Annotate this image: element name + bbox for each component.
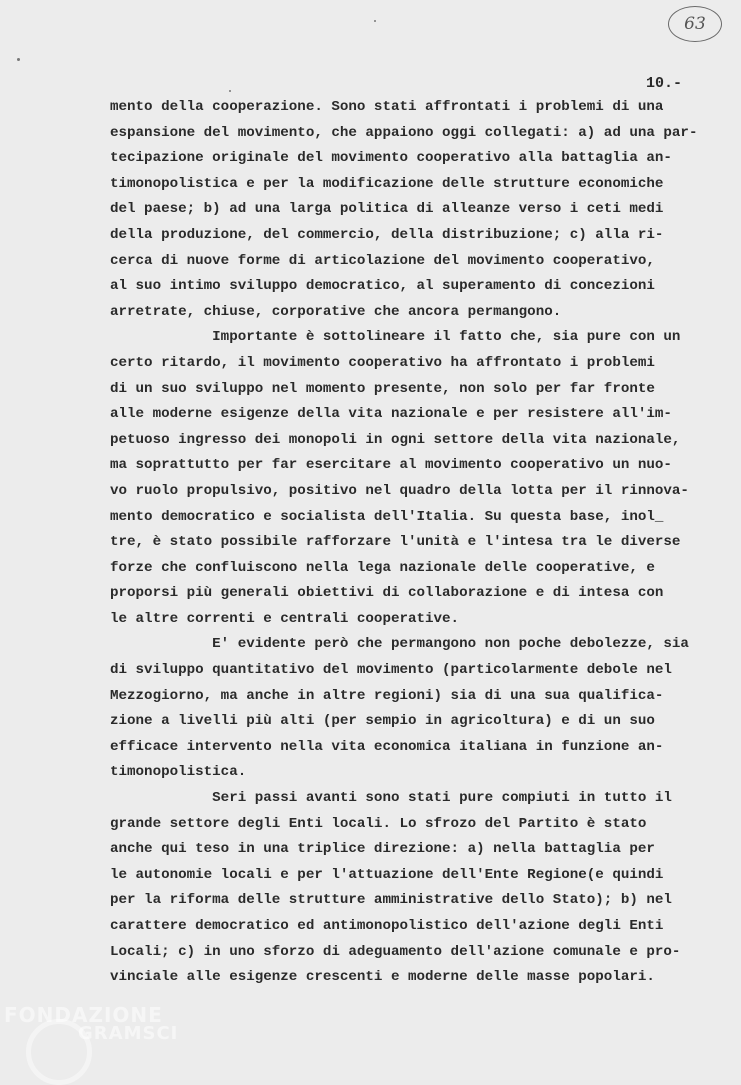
text-line: vinciale alle esigenze crescenti e moderne delle masse popolari. [110, 969, 655, 986]
text-line: forze che confluiscono nella lega nazionale delle cooperative, e [110, 559, 655, 576]
text-line: zione a livelli più alti (per sempio in agricoltura) e di un suo [110, 713, 655, 730]
text-line: Mezzogiorno, ma anche in altre regioni) sia di una sua qualifica- [110, 687, 664, 704]
text-line: timonopolistica e per la modificazione delle strutture economiche [110, 175, 664, 192]
text-line: petuoso ingresso dei monopoli in ogni settore della vita nazionale, [110, 431, 681, 448]
text-line: arretrate, chiuse, corporative che ancora permangono. [110, 303, 562, 320]
text-line: carattere democratico ed antimonopolistico dell'azione degli Enti [110, 918, 664, 934]
text-line: della produzione, del commercio, della distribuzione; c) alla ri- [110, 226, 664, 243]
text-line: per la riforma delle strutture amministrative dello Stato); b) nel [110, 892, 672, 909]
text-line: di un suo sviluppo nel momento presente, non solo per far fronte [110, 380, 655, 397]
paper-speck [229, 90, 231, 92]
text-line: alle moderne esigenze della vita nazionale e per resistere all'im- [110, 406, 672, 423]
watermark-logo [4, 995, 204, 1075]
watermark-line2: GRAMSCI [78, 1023, 179, 1044]
page-number: 10.- [646, 75, 683, 92]
text-line: Importante è sottolineare il fatto che, sia pure con un [110, 329, 681, 346]
text-line: ma soprattutto per far esercitare al movimento cooperativo un nuo- [110, 457, 672, 474]
paper-speck [374, 20, 376, 22]
text-line: proporsi più generali obiettivi di collaborazione e di intesa con [110, 585, 664, 602]
text-line: le autonomie locali e per l'attuazione dell'Ente Regione(e quindi [110, 866, 664, 883]
text-line: mento della cooperazione. Sono stati affrontati i problemi di una [110, 99, 664, 115]
text-line: timonopolistica. [110, 764, 247, 781]
text-line: di sviluppo quantitativo del movimento (particolarmente debole nel [110, 662, 672, 679]
text-line: cerca di nuove forme di articolazione del movimento cooperativo, [110, 252, 655, 269]
text-line: le altre correnti e centrali cooperative. [110, 610, 460, 627]
text-line: efficace intervento nella vita economica italiana in funzione an- [110, 738, 664, 755]
text-line: tre, è stato possibile rafforzare l'unità e l'intesa tra le diverse [110, 534, 681, 551]
text-line: del paese; b) ad una larga politica di alleanze verso i ceti medi [110, 201, 664, 218]
text-line: espansione del movimento, che appaiono oggi collegati: a) ad una par- [110, 124, 698, 141]
text-line: vo ruolo propulsivo, positivo nel quadro della lotta per il rinnova- [110, 482, 689, 499]
archive-stamp: 63 [668, 6, 722, 42]
text-line: anche qui teso in una triplice direzione: a) nella battaglia per [110, 841, 655, 858]
text-line: Seri passi avanti sono stati pure compiuti in tutto il [110, 790, 672, 807]
text-line: al suo intimo sviluppo democratico, al superamento di concezioni [110, 278, 655, 295]
body-text [110, 95, 700, 991]
watermark-line1: FONDAZIONE [4, 1003, 163, 1027]
text-line: mento democratico e socialista dell'Italia. Su questa base, inol_ [110, 508, 664, 525]
text-line: E' evidente però che permangono non poche debolezze, sia [110, 636, 689, 653]
text-line: tecipazione originale del movimento cooperativo alla battaglia an- [110, 150, 672, 167]
paper-speck [17, 58, 20, 61]
text-line: certo ritardo, il movimento cooperativo ha affrontato i problemi [110, 354, 655, 371]
text-line: Locali; c) in uno sforzo di adeguamento dell'azione comunale e pro- [110, 943, 681, 960]
text-line: grande settore degli Enti locali. Lo sfrozo del Partito è stato [110, 815, 647, 832]
